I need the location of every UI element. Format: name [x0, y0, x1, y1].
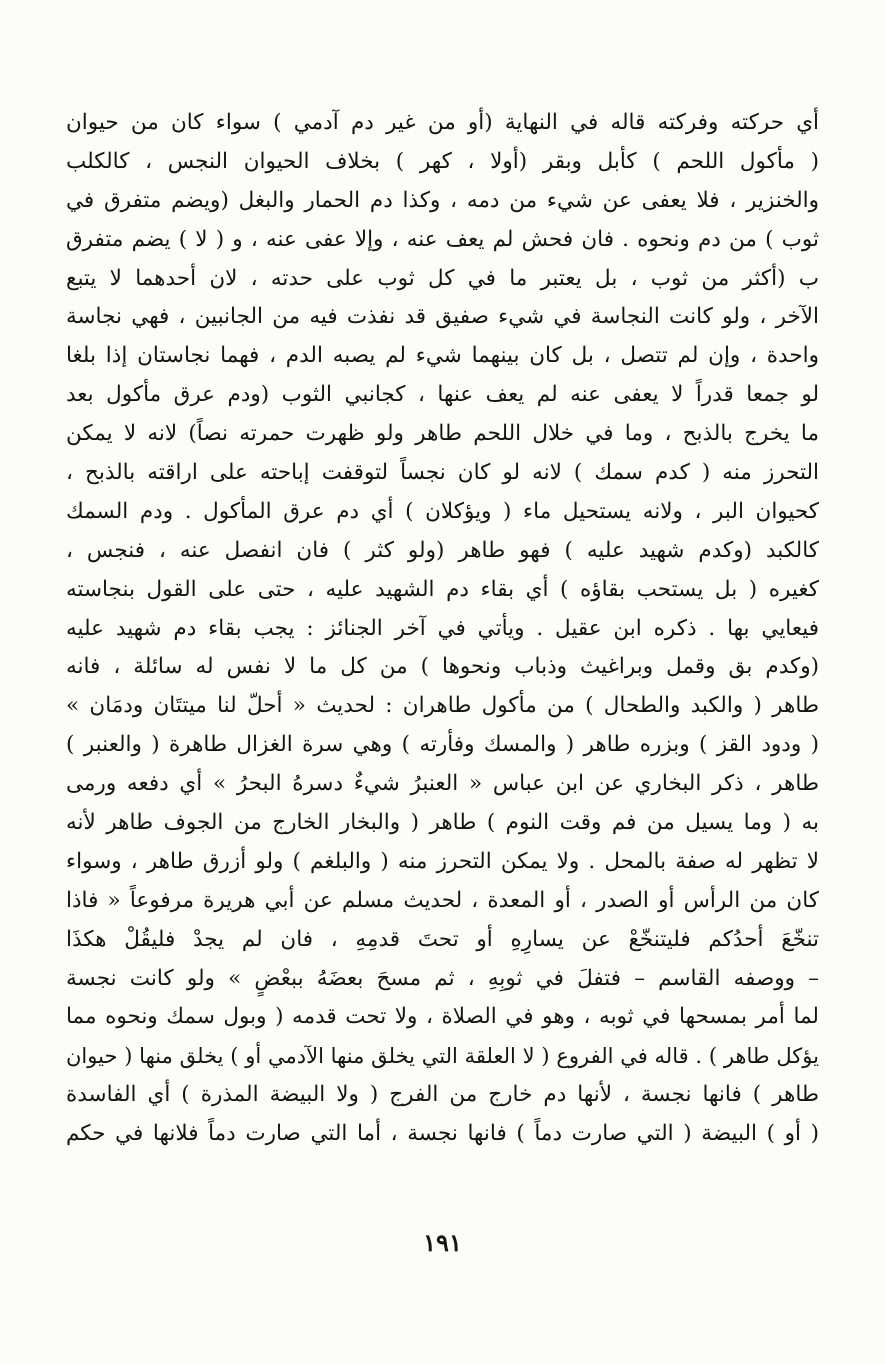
text-line: لما أمر بمسحها في ثوبه ، وهو في الصلاة ، ولا تحت قدمه ( وبول سمك ونحوه مما	[66, 1004, 819, 1030]
text-line: طاهر ( والكبد والطحال ) من مأكول طاهران : لحديث « أحلّ لنا ميتتَان ودمَان »	[66, 693, 819, 719]
page-number: ١٩١	[423, 1228, 462, 1257]
text-line: لو جمعا قدراً لا يعفى عنه لم يعف عنها ، كجانبي الثوب (ودم عرق مأكول بعد	[66, 382, 819, 408]
text-line: به ( وما يسيل من فم وقت النوم ) طاهر ( والبخار الخارج من الجوف طاهر لأنه	[66, 810, 819, 836]
text-line: (وكدم بق وقمل وبراغيث وذباب ونحوها ) من كل ما لا نفس له سائلة ، فانه	[66, 654, 819, 680]
text-line: كحيوان البر ، ولانه يستحيل ماء ( ويؤكلان ) أي دم عرق المأكول . ودم السمك	[66, 498, 819, 524]
text-line: يؤكل طاهر ) . قاله في الفروع ( لا العلقة التي يخلق منها الآدمي أو ) يخلق منها ( حيوان	[66, 1044, 819, 1069]
text-line: ما يخرج بالذبح ، وما في خلال اللحم طاهر ولو ظهرت حمرته نصاً) لانه لا يمكن	[66, 421, 819, 447]
text-line: ( أو ) البيضة ( التي صارت دماً ) فانها نجسة ، أما التي صارت دماً فلانها في حكم	[66, 1121, 819, 1147]
text-line: كان من الرأس أو الصدر ، أو المعدة ، لحديث مسلم عن أبي هريرة مرفوعاً « فاذا	[66, 887, 819, 913]
text-line: كغيره ( بل يستحب بقاؤه ) أي بقاء دم الشهيد عليه ، حتى على القول بنجاسته	[66, 576, 819, 602]
text-line: ب (أكثر من ثوب ، بل يعتبر ما في كل ثوب على حدته ، لان أحدهما لا يتبع	[66, 265, 819, 291]
text-line: التحرز منه ( كدم سمك ) لانه لو كان نجساً لتوقفت إباحته على اراقته بالذبح ،	[66, 460, 819, 486]
text-line: الآخر ، ولو كانت النجاسة في شيء صفيق قد نفذت فيه من الجانبين ، فهي نجاسة	[66, 304, 819, 330]
text-line: طاهر ) فانها نجسة ، لأنها دم خارج من الفرج ( ولا البيضة المذرة ) أي الفاسدة	[66, 1082, 819, 1108]
text-line: ( ودود القز ) وبزره طاهر ( والمسك وفأرته ) وهي سرة الغزال طاهرة ( والعنبر )	[66, 732, 819, 758]
text-line: – ووصفه القاسم – فتفلَ في ثوبِهِ ، ثم مسحَ بعضَهُ ببعْضٍ » ولو كانت نجسة	[66, 965, 819, 991]
text-line: ( مأكول اللحم ) كأبل وبقر (أولا ، كهر ) بخلاف الحيوان النجس ، كالكلب	[66, 148, 819, 174]
text-line: طاهر ، ذكر البخاري عن ابن عباس « العنبرُ شيءٌ دسرهُ البحرُ » أي دفعه ورمى	[66, 771, 819, 797]
text-line: فيعايي بها . ذكره ابن عقيل . ويأتي في آخر الجنائز : يجب بقاء دم شهيد عليه	[66, 615, 819, 641]
text-line: تنخّعَ أحدُكم فليتنخّعْ عن يسارِهِ أو تحتَ قدمِهِ ، فان لم يجدْ فليقُلْ هكذَا	[66, 926, 819, 952]
text-line: ثوب ) من دم ونحوه . فان فحش لم يعف عنه ، وإلا عفى عنه ، و ( لا ) يضم متفرق	[66, 226, 819, 252]
text-line: كالكبد (وكدم شهيد عليه ) فهو طاهر (ولو كثر ) فان انفصل عنه ، فنجس ،	[66, 537, 819, 563]
text-line: لا تظهر له صفة بالمحل . ولا يمكن التحرز منه ( والبلغم ) ولو أزرق طاهر ، وسواء	[66, 848, 819, 874]
text-line: واحدة ، وإن لم تتصل ، بل كان بينهما شيء لم يصبه الدم ، فهما نجاستان إذا بلغا	[66, 343, 819, 369]
text-line: أي حركته وفركته قاله في النهاية (أو من غير دم آدمي ) سواء كان من حيوان	[66, 110, 819, 135]
text-line: والخنزير ، فلا يعفى عن شيء من دمه ، وكذا دم الحمار والبغل (ويضم متفرق في	[66, 187, 819, 213]
main-text	[66, 104, 819, 1154]
